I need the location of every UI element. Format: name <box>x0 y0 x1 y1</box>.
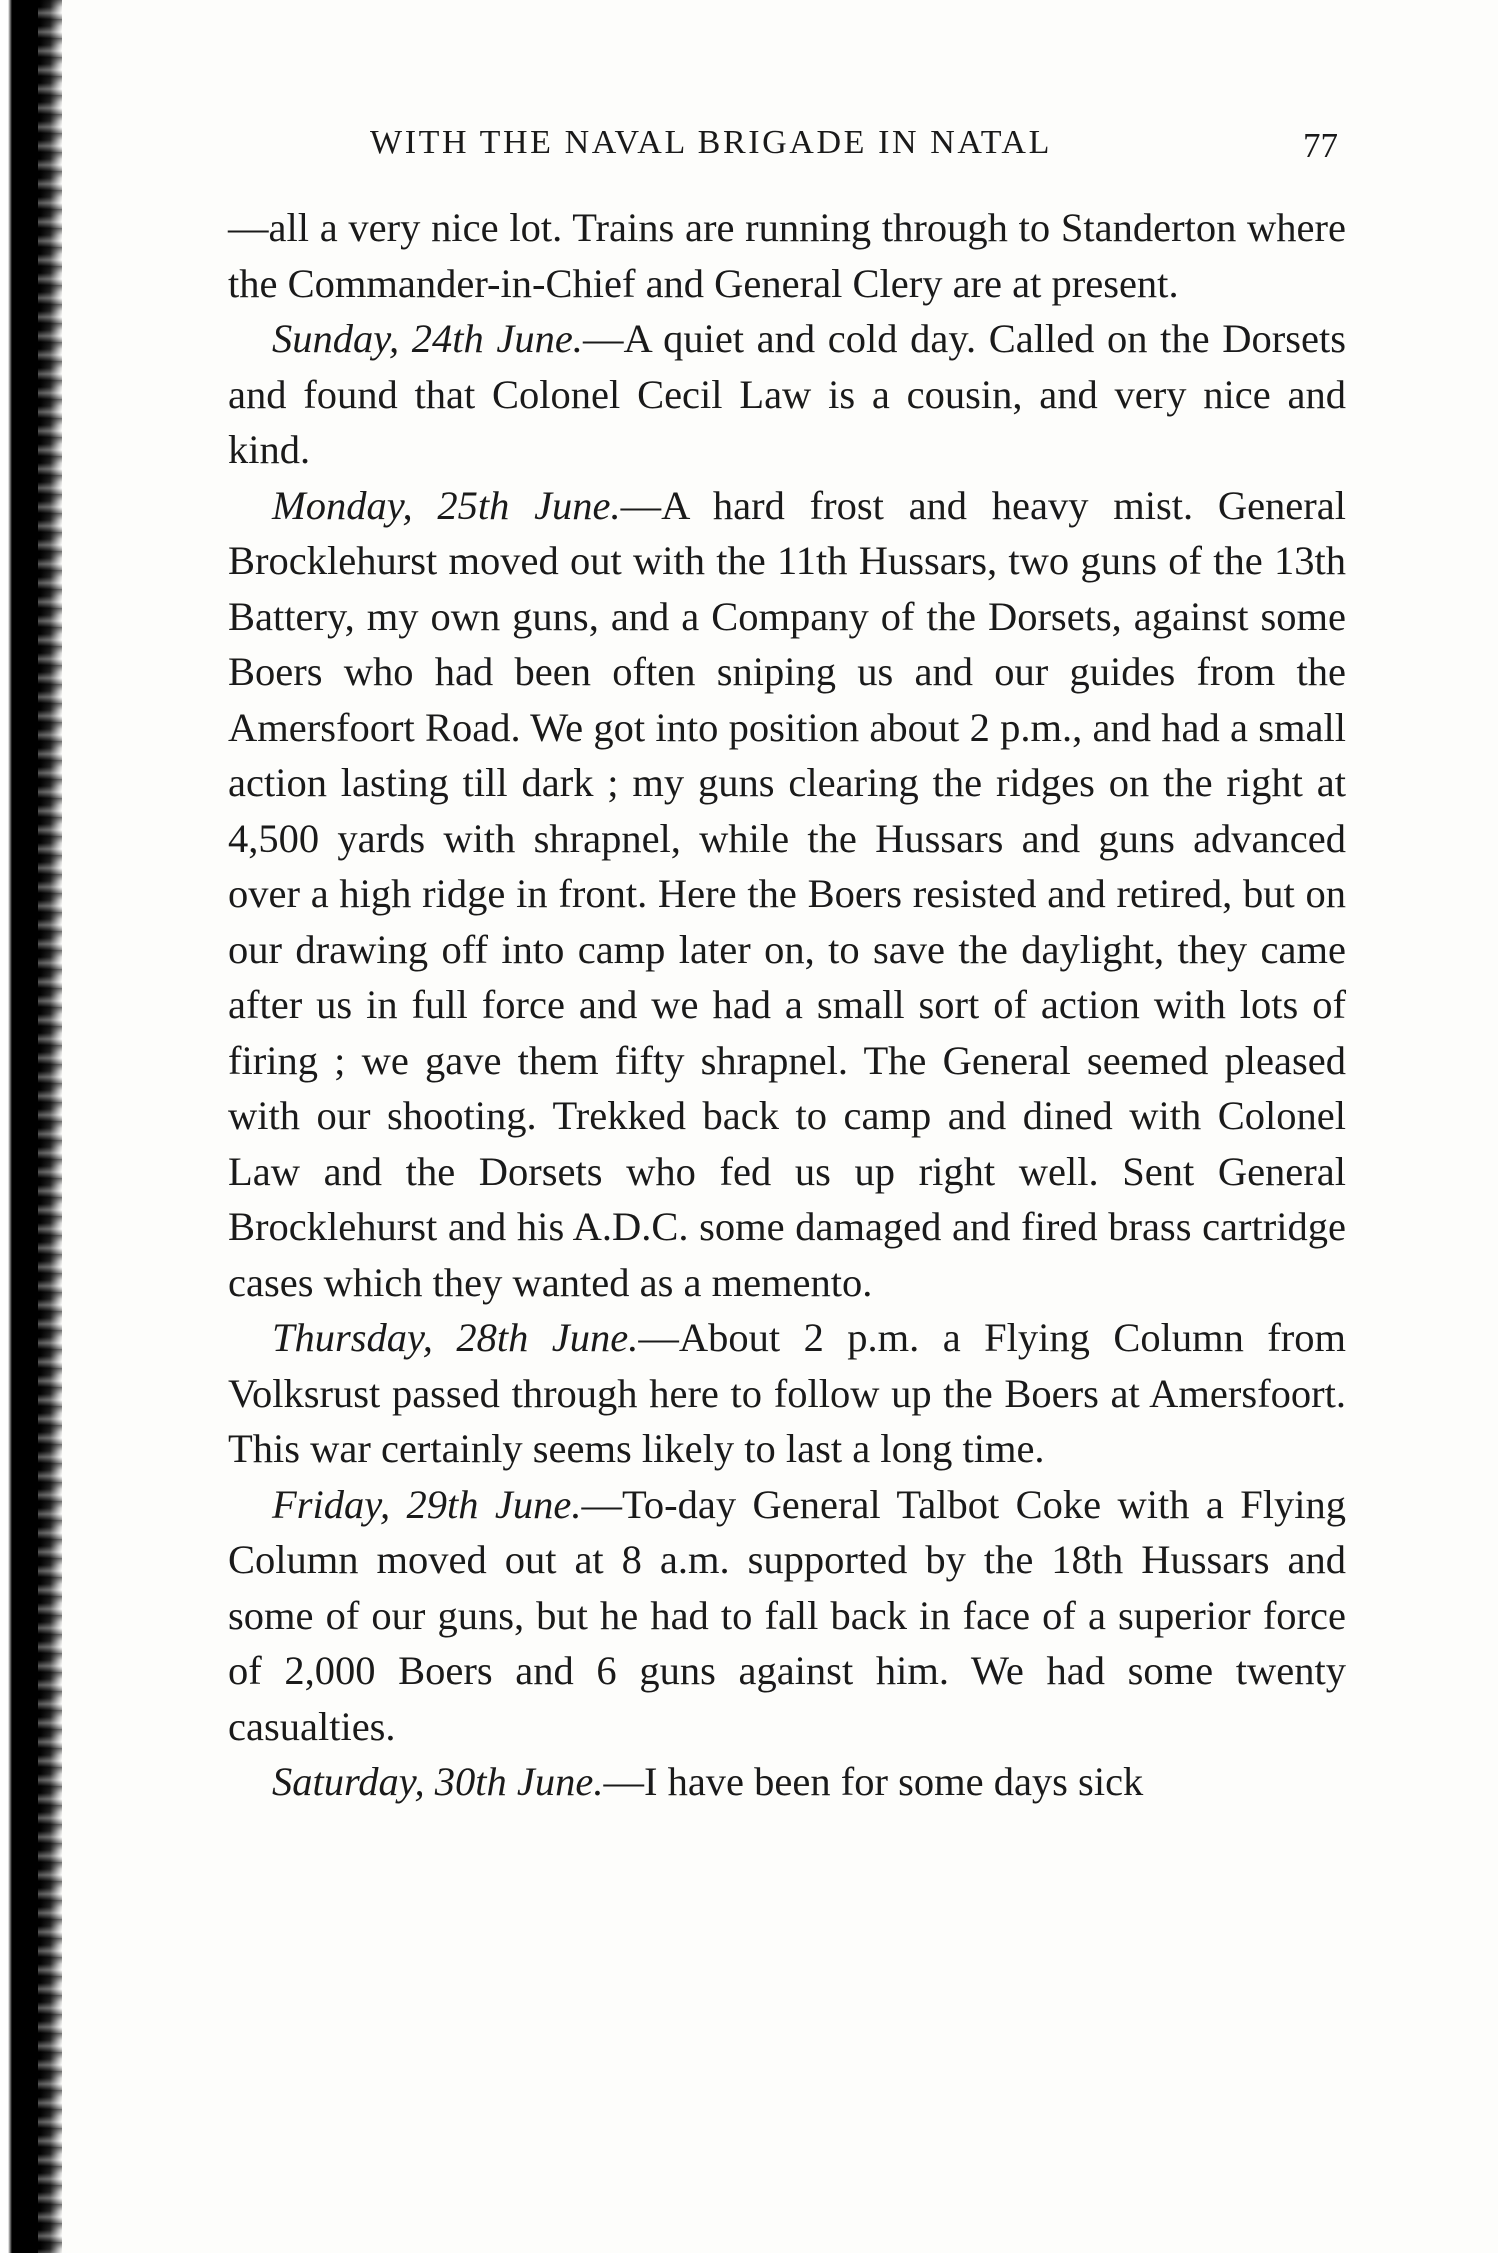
body-text <box>228 200 1346 1810</box>
diary-entry-sunday <box>228 311 1346 478</box>
running-title: WITH THE NAVAL BRIGADE IN NATAL <box>370 124 1052 161</box>
entry-date: Friday, 29th June. <box>272 1481 582 1527</box>
entry-text: —To-day General Talbot Coke with a Flying Column moved out at 8 a.m. supported by the 18th Hussars and some of our guns, but he had to fall back in face of a superior force of 2,000 Boers and 6 guns against him. We had some twenty casualties. <box>228 1481 1346 1749</box>
diary-entry-thursday <box>228 1310 1346 1477</box>
diary-entry-monday <box>228 478 1346 1311</box>
entry-date: Thursday, 28th June. <box>272 1315 639 1360</box>
diary-entry-friday <box>228 1477 1346 1755</box>
entry-text: —A quiet and cold day. Called on the Dorsets and found that Colonel Cecil Law is a cousin, and very nice and kind. <box>228 316 1346 472</box>
entry-date: Sunday, 24th June. <box>272 316 583 361</box>
paragraph-continuation <box>228 200 1346 311</box>
entry-date: Saturday, 30th June. <box>272 1759 604 1804</box>
page-number: 77 <box>1303 126 1338 165</box>
paragraph-text: —all a very nice lot. Trains are running through to Standerton where the Commander-in-Chief and General Clery are at present. <box>228 205 1346 306</box>
diary-entry-saturday <box>228 1754 1346 1810</box>
entry-text: —About 2 p.m. a Flying Column from Volksrust passed through here to follow up the Boers at Amersfoort. This war certainly seems likely to last a long time. <box>228 1315 1346 1471</box>
page-header <box>370 124 1350 174</box>
book-binding-shadow <box>0 0 62 2253</box>
entry-text: —I have been for some days sick <box>603 1759 1144 1804</box>
entry-date: Monday, 25th June. <box>272 482 621 528</box>
entry-text: —A hard frost and heavy mist. General Brocklehurst moved out with the 11th Hussars, two guns of the 13th Battery, my own guns, and a Company of the Dorsets, against some Boers who had been often sniping us and our guides from the Amersfoort Road. We got into position about 2 p.m., and had a small action lasting till dark ; my guns clearing the ridges on the right at 4,500 yards with shrapnel, while the Hussars and guns advanced over a high ridge in front. Here the Boers resisted and retired, but on our drawing off into camp later on, to save the daylight, they came after us in full force and we had a small sort of action with lots of firing ; we gave them fifty shrapnel. The General seemed pleased with our shooting. Trekked back to camp and dined with Colonel Law and the Dorsets who fed us up right well. Sent General Brocklehurst and his A.D.C. some damaged and fired brass cartridge cases which they wanted as a memento. <box>228 482 1346 1305</box>
